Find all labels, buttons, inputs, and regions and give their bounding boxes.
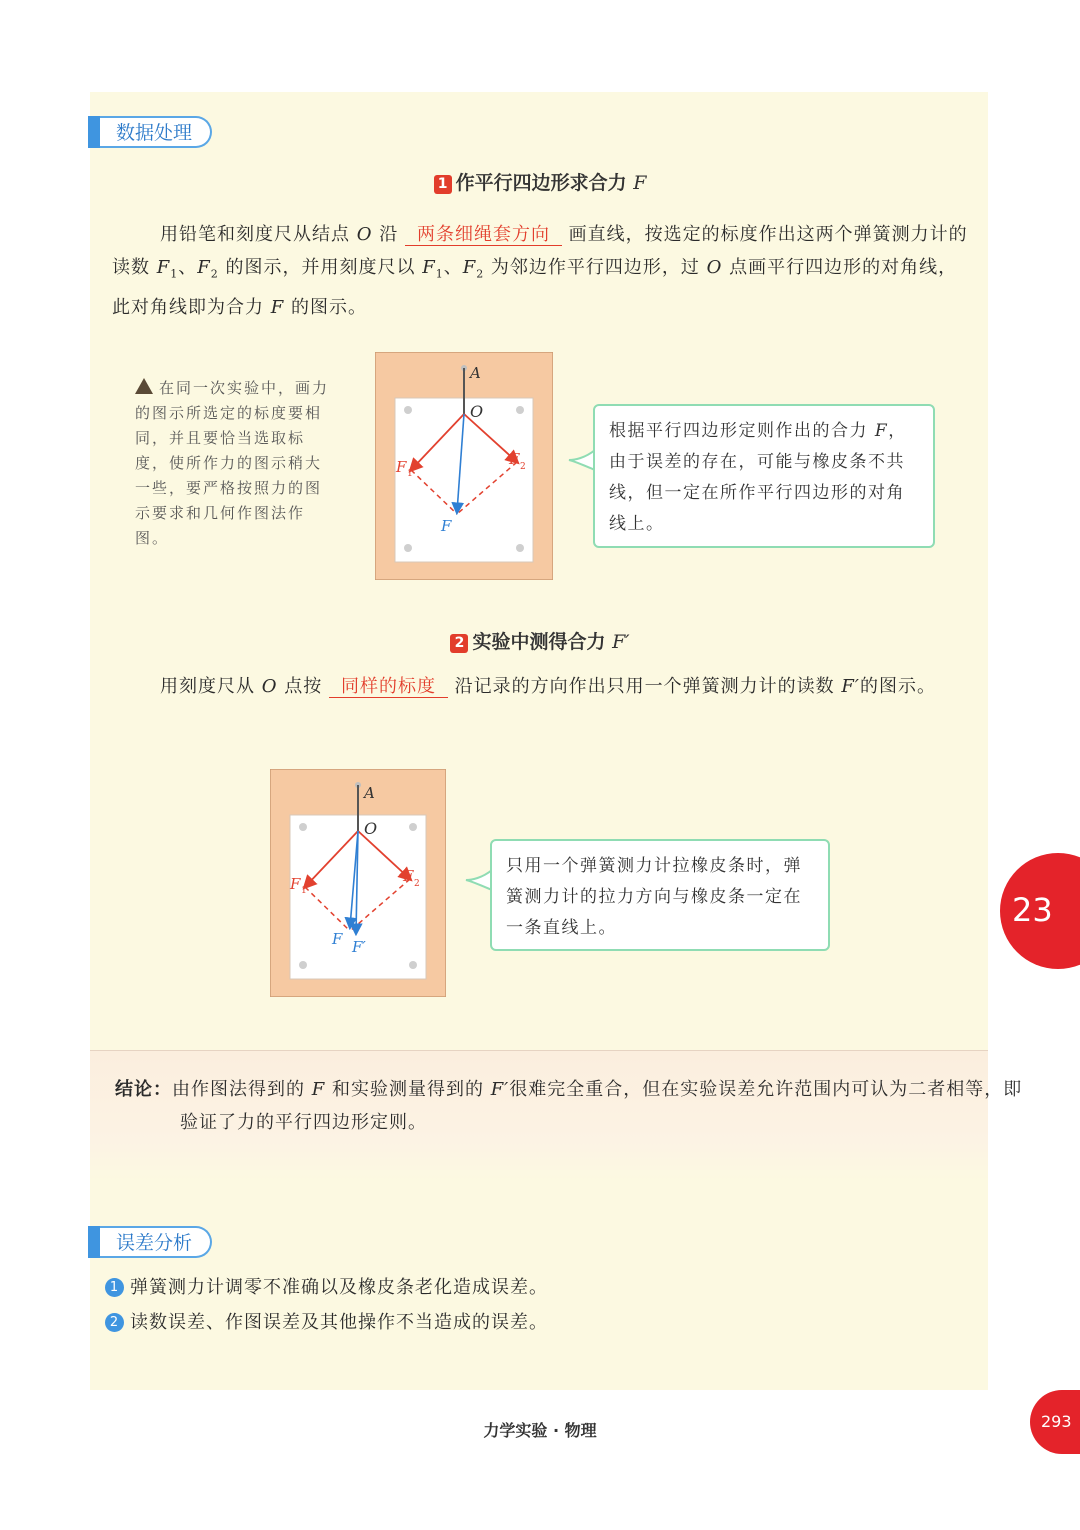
fill-answer-2: 同样的标度 [329, 676, 448, 698]
section-tag-data-processing: 数据处理 [90, 116, 212, 148]
warning-icon [135, 378, 153, 394]
footer-title: 力学实验 · 物理 [483, 1421, 597, 1440]
svg-text:F: F [332, 930, 343, 948]
svg-text:F: F [396, 458, 407, 476]
parallelogram-diagram-2 [270, 769, 446, 997]
part1-number-badge: 1 [434, 175, 452, 194]
error-item-2: 2 读数误差、作图误差及其他操作不当造成的误差。 [105, 1306, 548, 1339]
fill-answer-1: 两条细绳套方向 [405, 224, 562, 246]
part2-title: 2 实验中测得合力 F′ [0, 627, 1080, 654]
part2-paragraph: 用刻度尺从 O 点按 同样的标度 沿记录的方向作出只用一个弹簧测力计的读数 F′的图示。 [160, 676, 936, 697]
page-number-badge: 293 [1030, 1390, 1080, 1454]
svg-text:F: F [403, 867, 414, 885]
section-tag-error-analysis: 误差分析 [90, 1226, 212, 1258]
conclusion-box: 结论：由作图法得到的 F 和实验测量得到的 F′很难完全重合，但在实验误差允许范围内可认为二者相等，即验证了力的平行四边形定则。 [90, 1050, 988, 1181]
part2-number-badge: 2 [450, 634, 468, 653]
part1-title: 1 作平行四边形求合力 F [0, 168, 1080, 195]
side-note: 在同一次实验中，画力的图示所选定的标度要相同，并且要恰当选取标度，使所作力的图示稍大一些，要严格按照力的图示要求和几何作图法作图。 [135, 379, 330, 547]
svg-text:O: O [364, 819, 378, 838]
callout-1: 根据平行四边形定则作出的合力 F，由于误差的存在，可能与橡皮条不共线，但一定在所作平行四边形的对角线上。 [593, 404, 935, 548]
conclusion-label: 结论： [115, 1079, 172, 1100]
svg-text:1: 1 [407, 469, 413, 479]
svg-text:F′: F′ [352, 938, 366, 956]
svg-text:F: F [509, 450, 520, 468]
svg-text:2: 2 [520, 462, 526, 472]
svg-text:2: 2 [414, 879, 420, 889]
parallelogram-diagram-1 [375, 352, 553, 580]
bullet-number-2: 2 [105, 1313, 124, 1332]
bullet-number-1: 1 [105, 1278, 124, 1297]
label-A: A [470, 364, 481, 382]
label-O: O [470, 402, 484, 421]
chapter-number-badge: 23 [1000, 853, 1080, 969]
svg-text:A: A [364, 784, 375, 802]
part1-paragraph: 用铅笔和刻度尺从结点 O 沿 两条细绳套方向 画直线，按选定的标度作出这两个弹簧测力计的读数 $F_1$、$F_2$ 的图示，并用刻度尺以 $F_1$、$F_2$ 为邻边作平行四边形，过 O 点画平行四边形的对角线，此对角线即为合力 F 的图示。 [112, 224, 968, 318]
callout-2: 只用一个弹簧测力计拉橡皮条时，弹簧测力计的拉力方向与橡皮条一定在一条直线上。 [490, 839, 830, 951]
error-item-1: 1 弹簧测力计调零不准确以及橡皮条老化造成误差。 [105, 1271, 548, 1304]
svg-text:F: F [441, 517, 452, 535]
svg-text:1: 1 [301, 886, 307, 896]
svg-text:F: F [290, 875, 301, 893]
